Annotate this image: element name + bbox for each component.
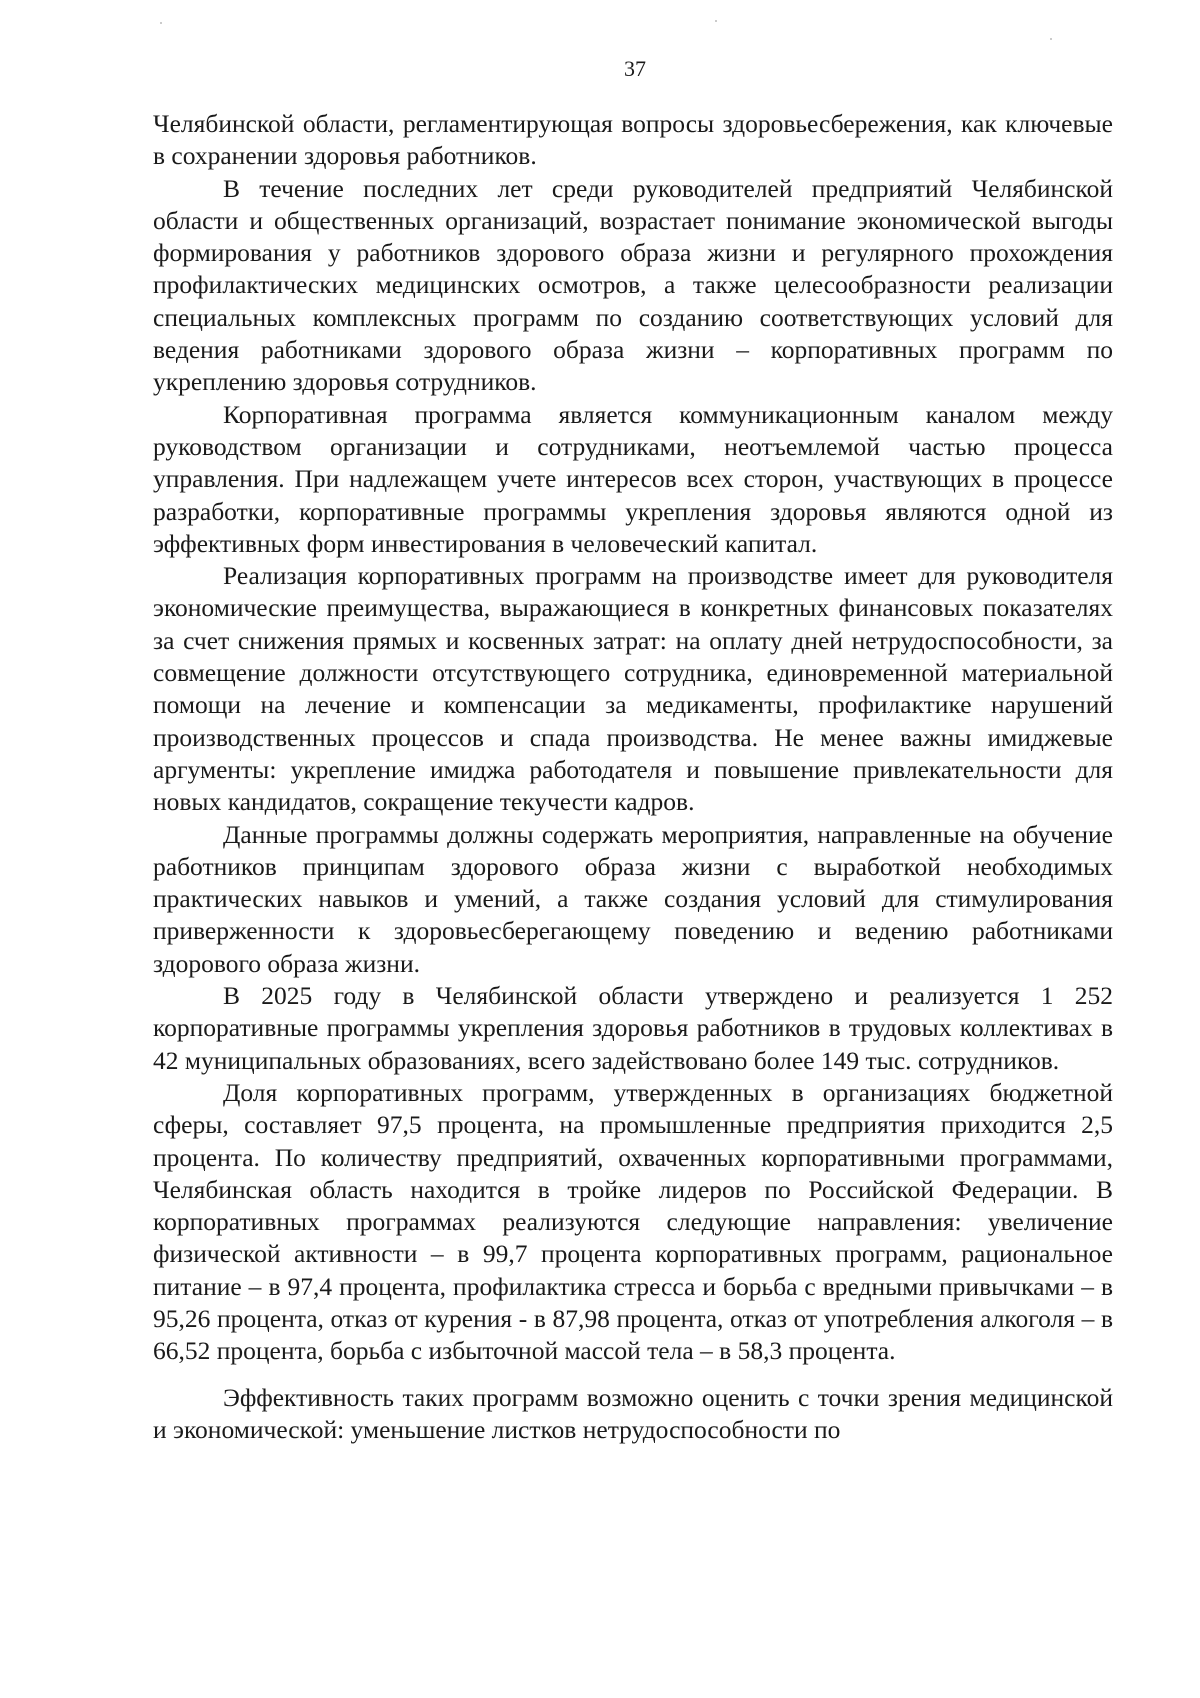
scan-speck — [715, 20, 717, 22]
paragraph: В течение последних лет среди руководителей предприятий Челябинской области и общественных организаций, возрастает понимание экономической выгоды формирования у работников здорового образа жизни и регулярного прохождения профилактических медицинских осмотров, а также целесообразности реализации специальных комплексных программ по созданию соответствующих условий для ведения работниками здорового образа жизни – корпоративных программ по укреплению здоровья сотрудников. — [153, 173, 1113, 397]
paragraph: В 2025 году в Челябинской области утверждено и реализуется 1 252 корпоративные программы укрепления здоровья работников в трудовых коллективах в 42 муниципальных образованиях, всего задействовано более 149 тыс. сотрудников. — [153, 981, 1113, 1075]
page-number: 37 — [624, 56, 646, 81]
scan-speck — [160, 22, 162, 24]
paragraph: Реализация корпоративных программ на производстве имеет для руководителя экономические преимущества, выражающиеся в конкретных финансовых показателях за счет снижения прямых и косвенных затрат: на оплату дней нетрудоспособности, за совмещение должности отсутствующего сотрудника, единовременной материальной помощи на лечение и компенсации за медикаменты, профилактике нарушений производственных процессов и спада производства. Не менее важны имиджевые аргументы: укрепление имиджа работодателя и повышение привлекательности для новых кандидатов, сокращение текучести кадров. — [153, 561, 1113, 817]
document-body — [153, 108, 1113, 1446]
paragraph: Доля корпоративных программ, утвержденных в организациях бюджетной сферы, составляет 97,5 процента, на промышленные предприятия приходится 2,5 процента. По количеству предприятий, охваченных корпоративными программами, Челябинская область находится в тройке лидеров по Российской Федерации. В корпоративных программах реализуются следующие направления: увеличение физической активности – в 99,7 процента корпоративных программ, рациональное питание – в 97,4 процента, профилактика стресса и борьба с вредными привычками – в 95,26 процента, отказ от курения - в 87,98 процента, отказ от употребления алкоголя – в 66,52 процента, борьба с избыточной массой тела – в 58,3 процента. — [153, 1077, 1113, 1366]
scan-speck — [1050, 38, 1052, 40]
paragraph: Эффективность таких программ возможно оценить с точки зрения медицинской и экономической: уменьшение листков нетрудоспособности по — [153, 1382, 1113, 1444]
paragraph: Челябинской области, регламентирующая вопросы здоровьесбережения, как ключевые в сохранении здоровья работников. — [153, 109, 1113, 171]
paragraph: Корпоративная программа является коммуникационным каналом между руководством организации и сотрудниками, неотъемлемой частью процесса управления. При надлежащем учете интересов всех сторон, участвующих в процессе разработки, корпоративные программы укрепления здоровья являются одной из эффективных форм инвестирования в человеческий капитал. — [153, 399, 1113, 558]
paragraph: Данные программы должны содержать мероприятия, направленные на обучение работников принципам здорового образа жизни с выработкой необходимых практических навыков и умений, а также создания условий для стимулирования приверженности к здоровьесберегающему поведению и ведению работниками здорового образа жизни. — [153, 819, 1113, 978]
